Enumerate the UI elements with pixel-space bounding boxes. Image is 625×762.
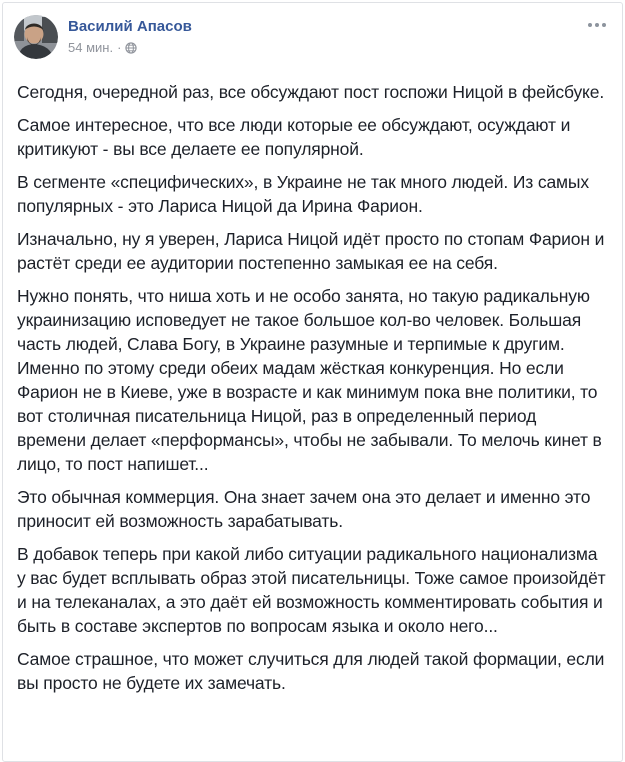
post-paragraph: Самое страшное, что может случиться для людей такой формации, если вы просто не будете их замечать.: [17, 649, 605, 693]
avatar[interactable]: [14, 15, 58, 59]
ellipsis-menu-button[interactable]: [584, 15, 610, 35]
post-paragraph: Самое интересное, что все люди которые ее обсуждают, осуждают и критикуют - вы все делаете ее популярной.: [17, 115, 571, 159]
ellipsis-dot: [602, 23, 606, 27]
ellipsis-dot: [588, 23, 592, 27]
post-paragraph: Изначально, ну я уверен, Лариса Ницой идёт просто по стопам Фарион и растёт среди ее аудитории постепенно замыкая ее на себя.: [17, 229, 605, 273]
post-paragraph: Нужно понять, что ниша хоть и не особо занята, но такую радикальную украинизацию исповедует не такое большое кол-во человек. Большая часть людей, Слава Богу, в Украине разумные и терпимые к другим. Именно по этому среди обеих мадам жёсткая конкуренция. Но если Фарион не в Киеве, уже в возрасте и как минимум пока вне политики, то вот столичная писательница Ницой, раз в определенный период времени делает «перформансы», чтобы не забывали. То мелочь кинет в лицо, то пост напишет...: [17, 286, 602, 474]
post-body: [3, 59, 622, 695]
profile-photo-icon: [14, 15, 58, 59]
ellipsis-dot: [595, 23, 599, 27]
post-meta: [68, 40, 584, 55]
post-paragraph: В сегменте «специфических», в Украине не так много людей. Из самых популярных - это Лариса Ницой да Ирина Фарион.: [17, 172, 589, 216]
post-paragraph: Сегодня, очередной раз, все обсуждают пост госпожи Ницой в фейсбуке.: [17, 82, 605, 102]
post-card: [2, 2, 623, 762]
post-paragraph: Это обычная коммерция. Она знает зачем она это делает и именно это приносит ей возможность зарабатывать.: [17, 487, 591, 531]
timestamp[interactable]: 54 мин.: [68, 40, 114, 55]
post-header: [3, 3, 622, 59]
header-text: [68, 15, 584, 55]
globe-icon: [125, 42, 137, 54]
post-paragraph: В добавок теперь при какой либо ситуации радикального национализма у вас будет всплывать образ этой писательницы. Тоже самое произойдёт и на телеканалах, а это даёт ей возможность комментировать события и быть в составе экспертов по вопросам языка и около него...: [17, 544, 606, 636]
meta-separator: ·: [117, 40, 122, 55]
author-name-link[interactable]: Василий Апасов: [68, 18, 192, 35]
